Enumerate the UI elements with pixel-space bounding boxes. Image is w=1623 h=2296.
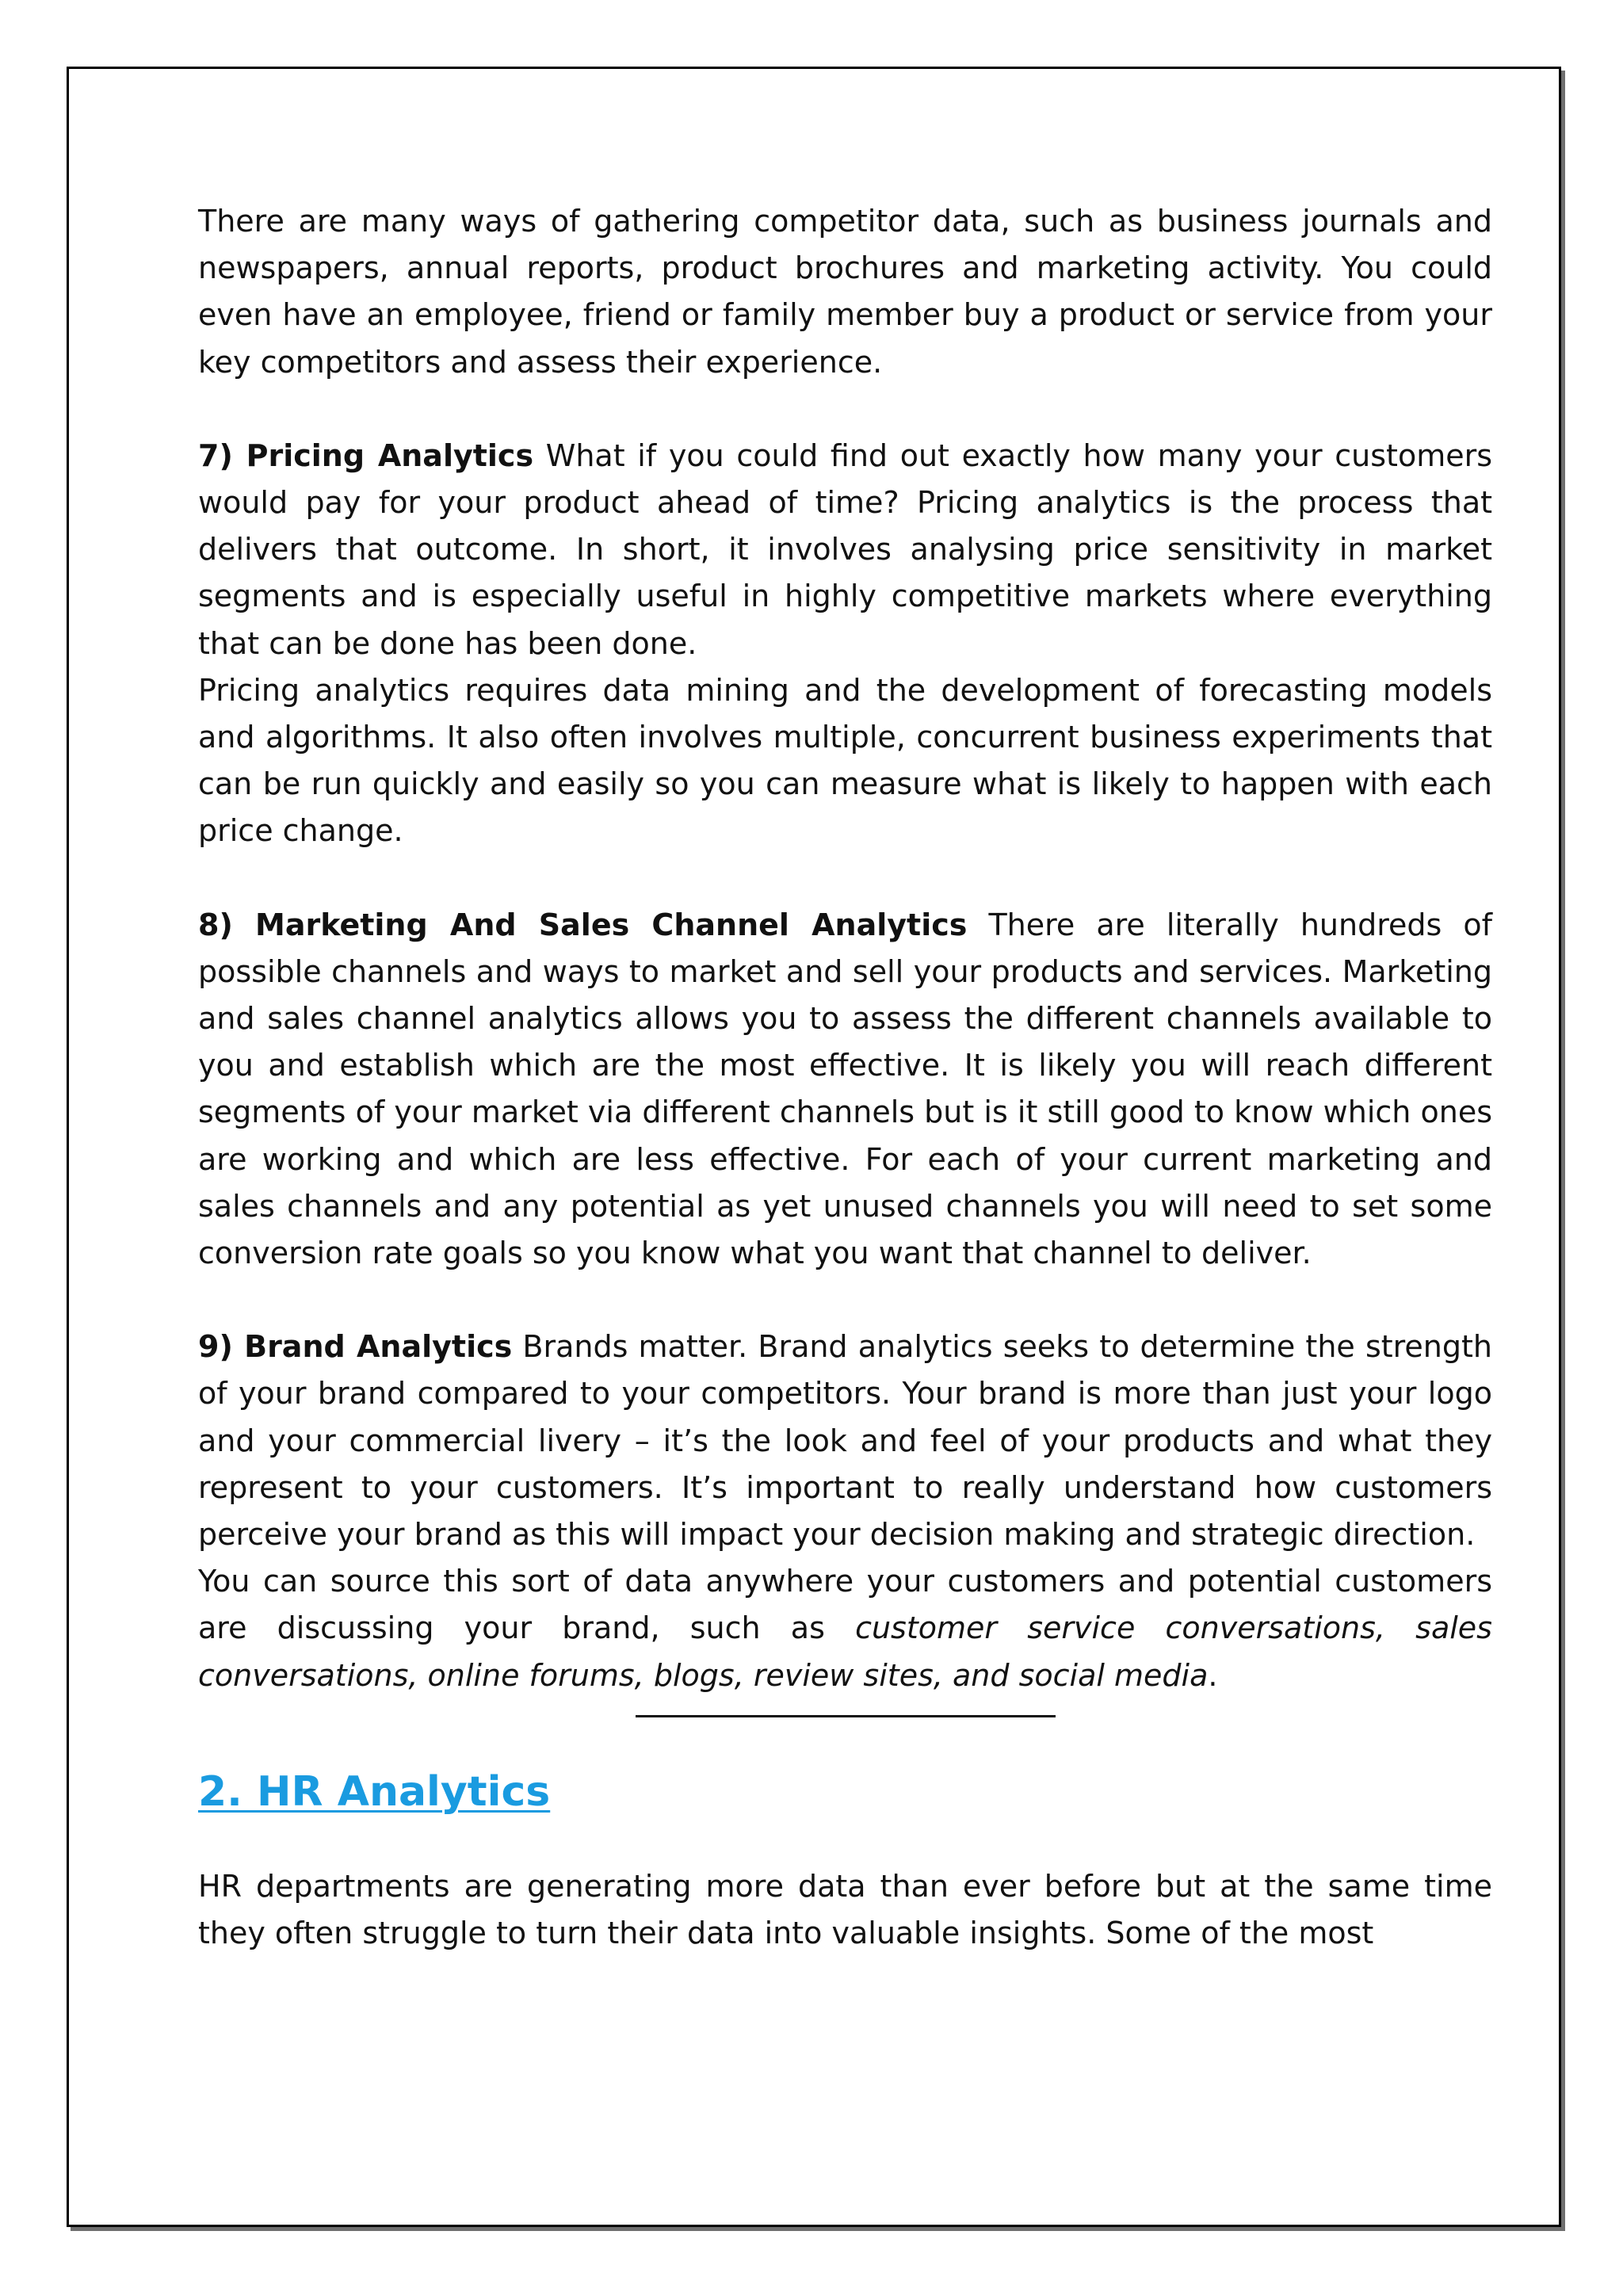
channel-analytics-text: There are literally hundreds of possible channels and ways to market and sell your products and services. Marketing and sales channel analytics allows you to assess the different channels available to you and establish which are the most effective. It is likely you will reach different segments of your market via different channels but is it still good to know which ones are working and which are less effective. For each of your current marketing and sales channels and any potential as yet unused channels you will need to set some conversion rate goals so you know what you want that channel to deliver. bbox=[198, 907, 1492, 1271]
section-divider bbox=[636, 1715, 1056, 1717]
brand-analytics-text: Brands matter. Brand analytics seeks to determine the strength of your brand compared to your competitors. Your brand is more than just your logo and your commercial livery – it’s the look and feel of your products and what they represent to your customers. It’s important to really understand how customers perceive your brand as this will impact your decision making and strategic direction. bbox=[198, 1329, 1492, 1553]
pricing-analytics-title: 7) Pricing Analytics bbox=[198, 437, 534, 473]
pricing-analytics-text: What if you could find out exactly how many your customers would pay for your product ahead of time? Pricing analytics is the process that delivers that outcome. In short, it involves analysing price sensitivity in market segments and is especially useful in highly competitive markets where everything that can be done has been done. bbox=[198, 437, 1493, 661]
intro-paragraph: There are many ways of gathering competitor data, such as business journals and newspapers, annual reports, product brochures and marketing activity. You could even have an employee, friend or family member buy a product or service from your key competitors and assess their experience. bbox=[198, 204, 1492, 380]
paragraph-spacer bbox=[198, 386, 1492, 433]
brand-analytics-paragraph bbox=[198, 1324, 1492, 1558]
brand-continuation-start: You can source this sort of data anywhere your customers and potential customers are discussing your brand, such as bbox=[198, 1564, 1492, 1646]
brand-analytics-title: 9) Brand Analytics bbox=[198, 1329, 513, 1365]
pricing-analytics-continuation: Pricing analytics requires data mining and the development of forecasting models and algorithms. It also often involves multiple, concurrent business experiments that can be run quickly and easily so you can measure what is likely to happen with each price change. bbox=[198, 672, 1492, 849]
brand-continuation-italic: customer service conversations, sales conversations, online forums, blogs, review sites, and social media bbox=[198, 1610, 1492, 1693]
pricing-analytics-paragraph bbox=[198, 433, 1492, 667]
paragraph-spacer bbox=[198, 855, 1492, 902]
hr-analytics-heading: 2. HR Analytics bbox=[198, 1767, 551, 1816]
brand-analytics-continuation bbox=[198, 1558, 1492, 1699]
paragraph-spacer bbox=[198, 1277, 1492, 1324]
document-body bbox=[198, 198, 1492, 1957]
channel-analytics-paragraph bbox=[198, 902, 1492, 1278]
brand-continuation-end: . bbox=[1208, 1657, 1218, 1693]
hr-analytics-paragraph: HR departments are generating more data than ever before but at the same time they often struggle to turn their data into valuable insights. Some of the most bbox=[198, 1868, 1492, 1951]
channel-analytics-title: 8) Marketing And Sales Channel Analytics bbox=[198, 907, 968, 942]
